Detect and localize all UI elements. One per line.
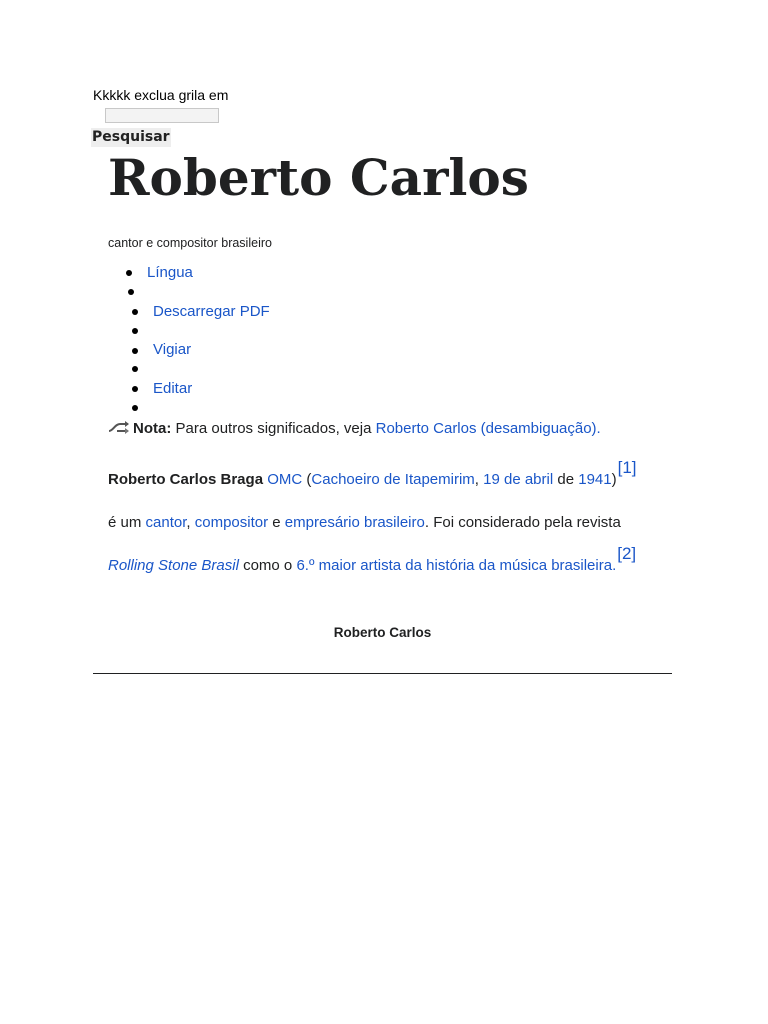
list-bullet xyxy=(132,386,138,392)
businessman-link[interactable]: empresário brasileiro xyxy=(284,514,425,531)
paren-close: ) xyxy=(611,471,617,488)
lead-line-2: é um cantor, compositor e empresário brasileiro. Foi considerado pela revista xyxy=(108,514,621,531)
paren-open: ( xyxy=(306,471,312,488)
ranking-link[interactable]: 6.º maior artista da história da música brasileira xyxy=(296,557,613,574)
list-bullet xyxy=(132,366,138,372)
disambiguation-icon xyxy=(108,420,130,434)
period: . xyxy=(612,557,617,574)
omc-link[interactable]: OMC xyxy=(267,471,303,488)
birthplace-link[interactable]: Cachoeiro de Itapemirim xyxy=(311,471,475,488)
is-a-text: é um xyxy=(108,514,142,531)
list-bullet xyxy=(128,289,134,295)
infobox-title: Roberto Carlos xyxy=(333,625,432,640)
as-the-text: como o xyxy=(243,557,293,574)
list-bullet xyxy=(132,309,138,315)
list-bullet xyxy=(132,348,138,354)
hatnote-text: Para outros significados, veja xyxy=(175,420,372,437)
page-subtitle: cantor e compositor brasileiro xyxy=(108,236,272,250)
hatnote xyxy=(108,419,601,438)
infobox-divider xyxy=(93,673,672,674)
watch-link[interactable]: Vigiar xyxy=(153,341,192,358)
list-bullet xyxy=(132,328,138,334)
reference-1[interactable]: [1] xyxy=(617,458,637,477)
list-bullet xyxy=(126,270,132,276)
considered-text: . Foi considerado pela revista xyxy=(424,514,621,531)
search-label: Kkkkk exclua grila em xyxy=(93,87,229,103)
edit-link[interactable]: Editar xyxy=(153,380,193,397)
lead-line-1 xyxy=(108,458,637,489)
list-bullet xyxy=(132,405,138,411)
birth-year-link[interactable]: 1941 xyxy=(578,471,612,488)
and-text: e xyxy=(272,514,281,531)
singer-link[interactable]: cantor xyxy=(145,514,187,531)
comma: , xyxy=(474,471,479,488)
reference-2[interactable]: [2] xyxy=(617,544,637,563)
de-text: de xyxy=(557,471,575,488)
search-input[interactable] xyxy=(105,108,219,123)
search-button[interactable]: Pesquisar xyxy=(92,129,170,145)
hatnote-prefix: Nota: xyxy=(133,420,172,437)
download-pdf-link[interactable]: Descarregar PDF xyxy=(153,303,270,320)
language-link[interactable]: Língua xyxy=(147,264,193,281)
lead-line-3 xyxy=(108,544,637,575)
subject-name: Roberto Carlos Braga xyxy=(108,471,264,488)
birth-date-link[interactable]: 19 de abril xyxy=(483,471,554,488)
composer-link[interactable]: compositor xyxy=(194,514,269,531)
page-title: Roberto Carlos xyxy=(108,148,529,207)
disambiguation-link[interactable]: Roberto Carlos (desambiguação). xyxy=(375,420,601,437)
rolling-stone-link[interactable]: Rolling Stone Brasil xyxy=(108,557,239,574)
